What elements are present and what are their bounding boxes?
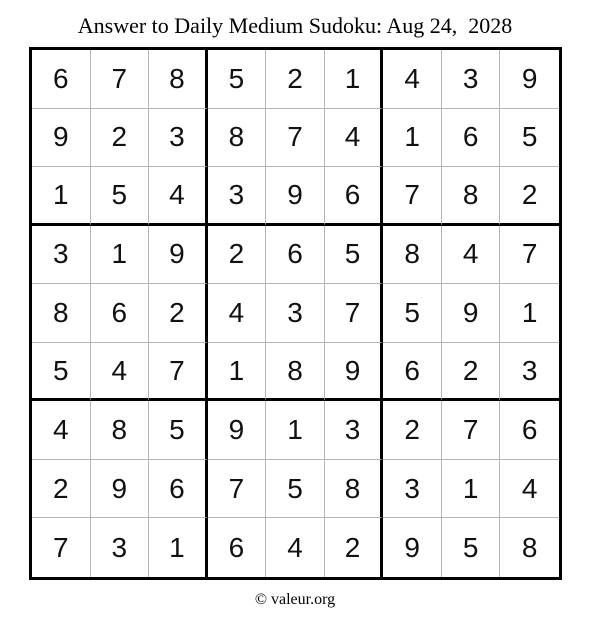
sudoku-cell-r1-c4: 5 bbox=[208, 50, 267, 109]
sudoku-cell-r4-c6: 5 bbox=[325, 226, 384, 285]
sudoku-cell-r8-c9: 4 bbox=[500, 460, 559, 519]
sudoku-cell-r9-c1: 7 bbox=[32, 518, 91, 577]
sudoku-cell-r1-c7: 4 bbox=[383, 50, 442, 109]
sudoku-cell-r3-c8: 8 bbox=[442, 167, 501, 226]
sudoku-cell-r6-c3: 7 bbox=[149, 343, 208, 402]
sudoku-cell-r8-c8: 1 bbox=[442, 460, 501, 519]
sudoku-cell-r2-c1: 9 bbox=[32, 109, 91, 168]
page-title: Answer to Daily Medium Sudoku: Aug 24, 2028 bbox=[77, 13, 513, 38]
sudoku-cell-r2-c7: 1 bbox=[383, 109, 442, 168]
sudoku-cell-r2-c3: 3 bbox=[149, 109, 208, 168]
sudoku-cell-r4-c2: 1 bbox=[91, 226, 150, 285]
sudoku-cell-r8-c2: 9 bbox=[91, 460, 150, 519]
sudoku-cell-r5-c5: 3 bbox=[266, 284, 325, 343]
sudoku-cell-r2-c8: 6 bbox=[442, 109, 501, 168]
sudoku-cell-r3-c3: 4 bbox=[149, 167, 208, 226]
sudoku-cell-r3-c7: 7 bbox=[383, 167, 442, 226]
sudoku-cell-r2-c9: 5 bbox=[500, 109, 559, 168]
sudoku-board bbox=[29, 47, 562, 580]
sudoku-cell-r9-c4: 6 bbox=[208, 518, 267, 577]
sudoku-cell-r7-c3: 5 bbox=[149, 401, 208, 460]
sudoku-cell-r5-c9: 1 bbox=[500, 284, 559, 343]
sudoku-cell-r9-c6: 2 bbox=[325, 518, 384, 577]
sudoku-cell-r4-c7: 8 bbox=[383, 226, 442, 285]
sudoku-cell-r6-c4: 1 bbox=[208, 343, 267, 402]
sudoku-cell-r4-c5: 6 bbox=[266, 226, 325, 285]
sudoku-cell-r4-c1: 3 bbox=[32, 226, 91, 285]
sudoku-cell-r6-c7: 6 bbox=[383, 343, 442, 402]
sudoku-cell-r6-c5: 8 bbox=[266, 343, 325, 402]
sudoku-cell-r3-c4: 3 bbox=[208, 167, 267, 226]
sudoku-cell-r7-c2: 8 bbox=[91, 401, 150, 460]
sudoku-cell-r8-c1: 2 bbox=[32, 460, 91, 519]
sudoku-cell-r3-c6: 6 bbox=[325, 167, 384, 226]
sudoku-cell-r4-c9: 7 bbox=[500, 226, 559, 285]
sudoku-cell-r5-c8: 9 bbox=[442, 284, 501, 343]
sudoku-cell-r3-c9: 2 bbox=[500, 167, 559, 226]
sudoku-cell-r7-c6: 3 bbox=[325, 401, 384, 460]
copyright-footer: © valeur.org bbox=[254, 591, 336, 608]
sudoku-cell-r5-c7: 5 bbox=[383, 284, 442, 343]
sudoku-cell-r1-c3: 8 bbox=[149, 50, 208, 109]
sudoku-cell-r7-c7: 2 bbox=[383, 401, 442, 460]
sudoku-cell-r5-c2: 6 bbox=[91, 284, 150, 343]
sudoku-cell-r5-c4: 4 bbox=[208, 284, 267, 343]
sudoku-cell-r8-c6: 8 bbox=[325, 460, 384, 519]
sudoku-cell-r1-c1: 6 bbox=[32, 50, 91, 109]
sudoku-cell-r5-c3: 2 bbox=[149, 284, 208, 343]
sudoku-cell-r4-c4: 2 bbox=[208, 226, 267, 285]
sudoku-cell-r2-c4: 8 bbox=[208, 109, 267, 168]
sudoku-cell-r8-c5: 5 bbox=[266, 460, 325, 519]
sudoku-cell-r1-c5: 2 bbox=[266, 50, 325, 109]
sudoku-cell-r6-c9: 3 bbox=[500, 343, 559, 402]
sudoku-cell-r1-c6: 1 bbox=[325, 50, 384, 109]
sudoku-cell-r9-c5: 4 bbox=[266, 518, 325, 577]
sudoku-cell-r8-c4: 7 bbox=[208, 460, 267, 519]
sudoku-cell-r9-c8: 5 bbox=[442, 518, 501, 577]
sudoku-cell-r7-c1: 4 bbox=[32, 401, 91, 460]
sudoku-cell-r2-c2: 2 bbox=[91, 109, 150, 168]
sudoku-cell-r1-c8: 3 bbox=[442, 50, 501, 109]
sudoku-cell-r3-c5: 9 bbox=[266, 167, 325, 226]
sudoku-cell-r8-c3: 6 bbox=[149, 460, 208, 519]
sudoku-cell-r4-c8: 4 bbox=[442, 226, 501, 285]
sudoku-cell-r7-c5: 1 bbox=[266, 401, 325, 460]
sudoku-cell-r9-c3: 1 bbox=[149, 518, 208, 577]
sudoku-cell-r1-c2: 7 bbox=[91, 50, 150, 109]
sudoku-cell-r9-c2: 3 bbox=[91, 518, 150, 577]
sudoku-cell-r6-c1: 5 bbox=[32, 343, 91, 402]
sudoku-cell-r4-c3: 9 bbox=[149, 226, 208, 285]
sudoku-cell-r6-c2: 4 bbox=[91, 343, 150, 402]
sudoku-cell-r5-c6: 7 bbox=[325, 284, 384, 343]
sudoku-cell-r2-c6: 4 bbox=[325, 109, 384, 168]
sudoku-cell-r3-c2: 5 bbox=[91, 167, 150, 226]
sudoku-cell-r6-c6: 9 bbox=[325, 343, 384, 402]
sudoku-cell-r7-c8: 7 bbox=[442, 401, 501, 460]
sudoku-cell-r9-c7: 9 bbox=[383, 518, 442, 577]
sudoku-cell-r6-c8: 2 bbox=[442, 343, 501, 402]
sudoku-cell-r1-c9: 9 bbox=[500, 50, 559, 109]
sudoku-cell-r3-c1: 1 bbox=[32, 167, 91, 226]
sudoku-cell-r2-c5: 7 bbox=[266, 109, 325, 168]
sudoku-cell-r9-c9: 8 bbox=[521, 531, 538, 563]
sudoku-cell-r5-c1: 8 bbox=[32, 284, 91, 343]
sudoku-cell-r7-c4: 9 bbox=[208, 401, 267, 460]
sudoku-cell-r7-c9: 6 bbox=[500, 401, 559, 460]
sudoku-cell-r8-c7: 3 bbox=[383, 460, 442, 519]
